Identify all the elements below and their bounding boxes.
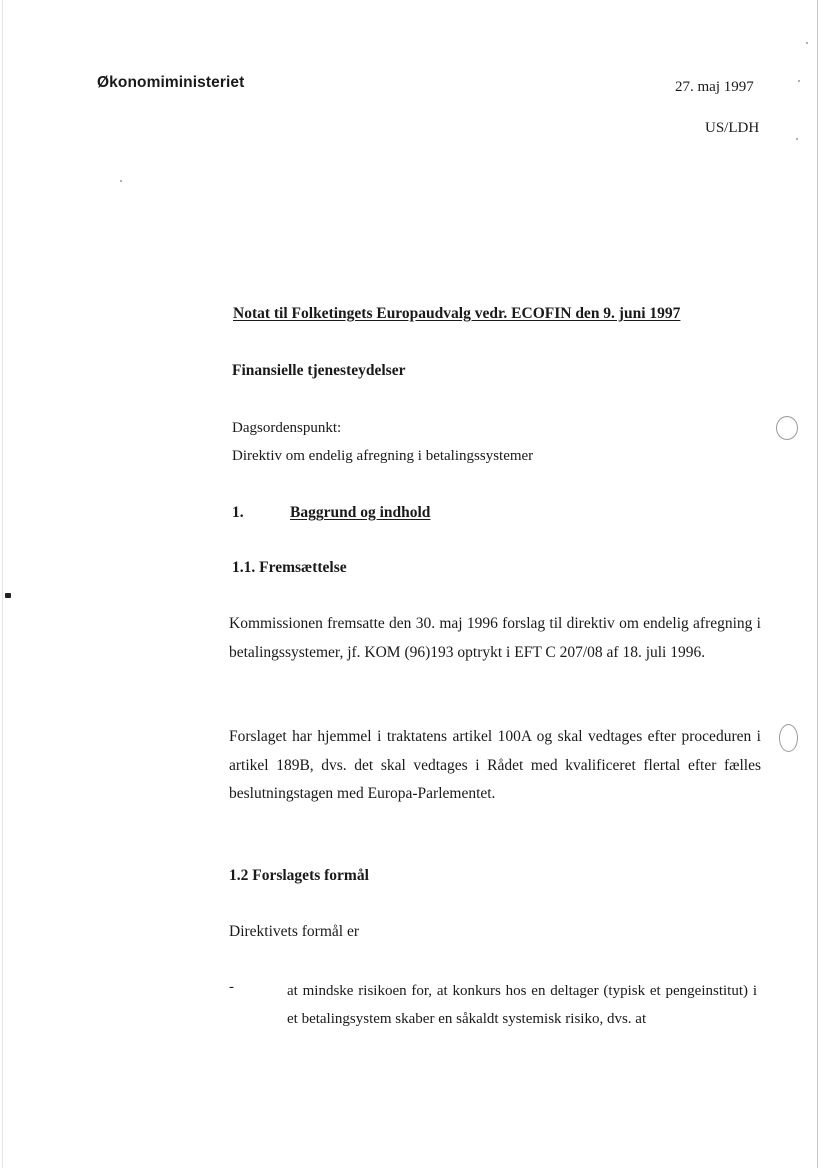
ministry-name: Økonomiministeriet: [97, 74, 245, 91]
scan-speck: [796, 138, 798, 140]
punch-hole-icon: [779, 724, 798, 752]
paragraph: Direktivets formål er: [229, 923, 359, 940]
subsection-heading: 1.1. Fremsættelse: [232, 559, 347, 576]
paragraph: Kommissionen fremsatte den 30. maj 1996 forslag til direktiv om endelig afregning i betalingssystemer, jf. KOM (96)193 optrykt i EFT C 207/08 af 18. juli 1996.: [229, 615, 761, 661]
subsection-heading: 1.2 Forslagets formål: [229, 867, 369, 884]
scan-speck: [806, 42, 808, 44]
section-number: 1.: [232, 504, 244, 521]
agenda-item: Direktiv om endelig afregning i betalingssystemer: [232, 448, 534, 464]
scan-edge: [2, 0, 3, 1168]
agenda-label: Dagsordenspunkt:: [232, 420, 342, 436]
scan-speck: [798, 80, 800, 82]
document-reference: US/LDH: [705, 120, 760, 136]
bullet-item: at mindske risikoen for, at konkurs hos en deltager (typisk et pengeinstitut) i et betalingsystem skaber en såkaldt systemisk risiko, dvs. at: [287, 983, 757, 1027]
document-title: Notat til Folketingets Europaudvalg vedr. ECOFIN den 9. juni 1997: [233, 305, 681, 322]
punch-hole-icon: [776, 416, 798, 440]
document-subject: Finansielle tjenesteydelser: [232, 362, 406, 379]
scan-speck: [120, 180, 122, 182]
bullet-dash: -: [229, 979, 234, 995]
paragraph: Forslaget har hjemmel i traktatens artikel 100A og skal vedtages efter proceduren i artikel 189B, dvs. det skal vedtages i Rådet med kvalificeret flertal efter fælles beslutningstagen med Europa-Parlementet.: [229, 728, 761, 802]
scan-edge: [817, 0, 818, 1168]
document-date: 27. maj 1997: [675, 79, 754, 95]
margin-mark: [5, 593, 11, 598]
section-title: Baggrund og indhold: [290, 504, 431, 521]
